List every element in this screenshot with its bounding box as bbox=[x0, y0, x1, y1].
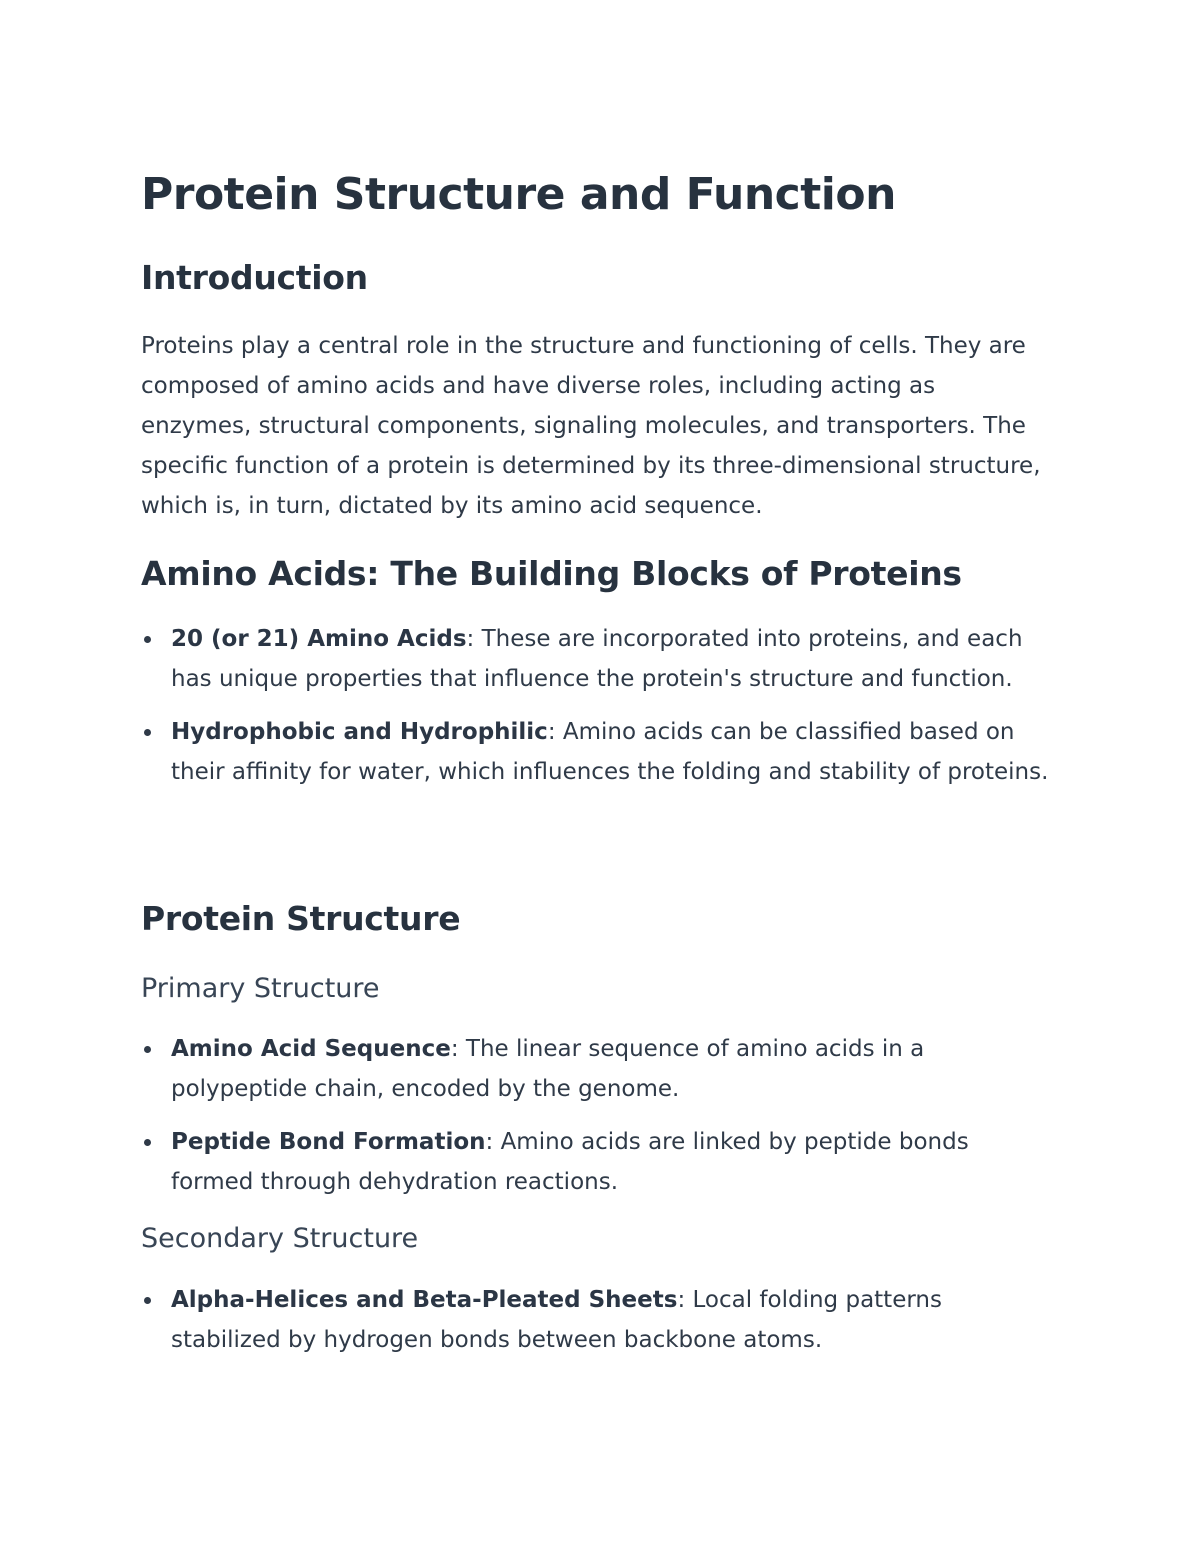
list-item bbox=[141, 619, 1056, 699]
secondary-structure-list bbox=[141, 1280, 1056, 1373]
bullet-icon bbox=[144, 729, 151, 736]
protein-structure-heading: Protein Structure bbox=[141, 899, 461, 938]
bullet-icon bbox=[144, 636, 151, 643]
amino-acids-list bbox=[141, 619, 1056, 805]
introduction-paragraph: Proteins play a central role in the structure and functioning of cells. They are composed of amino acids and have diverse roles, including acting as enzymes, structural components, signaling molecules, and transporters. The specific function of a protein is determined by its three-dimensional structure, which is, in turn, dictated by its amino acid sequence. bbox=[141, 333, 1041, 519]
list-item-term: Hydrophobic and Hydrophilic bbox=[171, 719, 548, 745]
list-item-text: : Amino acids are linked by peptide bonds formed through dehydration reactions. bbox=[171, 1129, 969, 1195]
list-item bbox=[141, 712, 1056, 792]
list-item-term: 20 (or 21) Amino Acids bbox=[171, 626, 467, 652]
primary-structure-heading: Primary Structure bbox=[141, 973, 380, 1004]
list-item bbox=[141, 1029, 1056, 1109]
list-item bbox=[141, 1280, 1056, 1360]
primary-structure-list bbox=[141, 1029, 1056, 1215]
list-item-term: Alpha-Helices and Beta-Pleated Sheets bbox=[171, 1287, 678, 1313]
list-item-text: : Local folding patterns stabilized by hydrogen bonds between backbone atoms. bbox=[171, 1287, 942, 1353]
secondary-structure-heading: Secondary Structure bbox=[141, 1223, 419, 1254]
bullet-icon bbox=[144, 1139, 151, 1146]
list-item-text: : These are incorporated into proteins, and each has unique properties that influence the protein's structure and function. bbox=[171, 626, 1023, 692]
list-item-term: Peptide Bond Formation bbox=[171, 1129, 486, 1155]
list-item bbox=[141, 1122, 1056, 1202]
list-item-text: : Amino acids can be classified based on their affinity for water, which influences the folding and stability of proteins. bbox=[171, 719, 1049, 785]
page-title: Protein Structure and Function bbox=[141, 169, 896, 220]
bullet-icon bbox=[144, 1046, 151, 1053]
list-item-term: Amino Acid Sequence bbox=[171, 1036, 451, 1062]
introduction-heading: Introduction bbox=[141, 258, 368, 297]
amino-acids-heading: Amino Acids: The Building Blocks of Proteins bbox=[141, 554, 962, 593]
bullet-icon bbox=[144, 1297, 151, 1304]
list-item-text: : The linear sequence of amino acids in a polypeptide chain, encoded by the genome. bbox=[171, 1036, 925, 1102]
